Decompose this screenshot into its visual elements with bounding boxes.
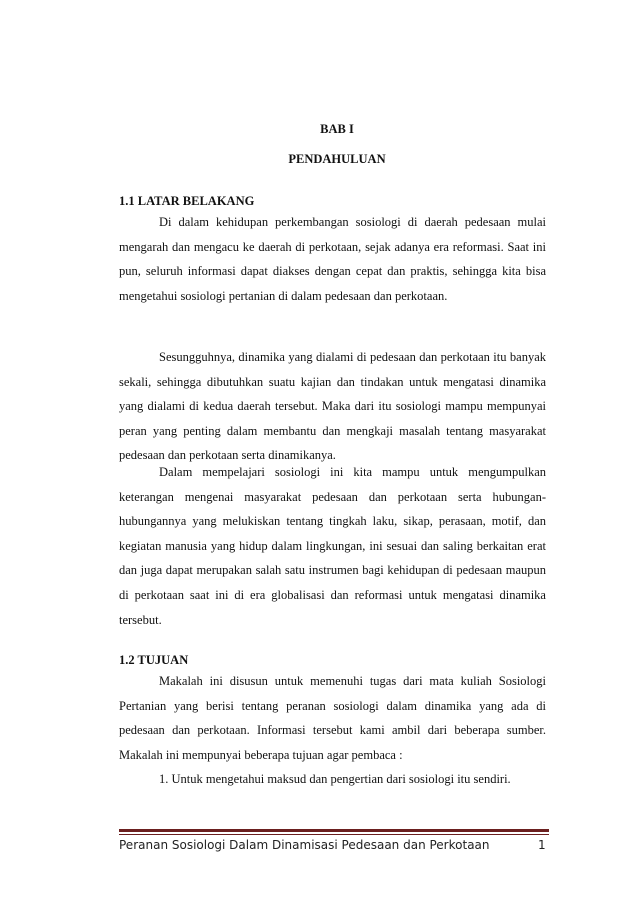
footer-divider [119, 829, 549, 832]
footer-title: Peranan Sosiologi Dalam Dinamisasi Pedesaan dan Perkotaan [119, 838, 490, 852]
paragraph-tujuan: Makalah ini disusun untuk memenuhi tugas dari mata kuliah Sosiologi Pertanian yang berisi tentang peranan sosiologi dalam dinamika yang ada di pedesaan dan perkotaan. Informasi tersebut kami ambil dari beberapa sumber. Makalah ini mempunyai beberapa tujuan agar pembaca : [119, 674, 546, 762]
page-number: 1 [538, 838, 546, 852]
paragraph-latar-belakang-3: Dalam mempelajari sosiologi ini kita mampu untuk mengumpulkan keterangan mengenai masyarakat pedesaan dan perkotaan serta hubungan-hubungannya yang melukiskan tentang tingkah laku, sikap, perasaan, motif, dan kegiatan manusia yang hidup dalam lingkungan, ini sesuai dan saling berkaitan erat dan juga dapat merupakan salah satu instrumen bagi kehidupan di pedesaan maupun di perkotaan saat ini di era globalisasi dan reformasi untuk mengatasi dinamika tersebut. [119, 465, 546, 627]
chapter-title: PENDAHULUAN [288, 152, 386, 166]
section-heading-tujuan: 1.2 TUJUAN [119, 653, 189, 667]
footer-divider-thin [119, 834, 549, 835]
section-heading-latar-belakang: 1.1 LATAR BELAKANG [119, 194, 255, 208]
chapter-number: BAB I [320, 122, 354, 136]
list-item-tujuan-1: 1. Untuk mengetahui maksud dan pengertian dari sosiologi itu sendiri. [159, 772, 511, 786]
paragraph-latar-belakang-1: Di dalam kehidupan perkembangan sosiologi di daerah pedesaan mulai mengarah dan mengacu ke daerah di perkotaan, sejak adanya era reformasi. Saat ini pun, seluruh informasi dapat diakses dengan cepat dan praktis, sehingga kita bisa mengetahui sosiologi pertanian di dalam pedesaan dan perkotaan. [119, 215, 546, 303]
paragraph-latar-belakang-2: Sesungguhnya, dinamika yang dialami di pedesaan dan perkotaan itu banyak sekali, sehingga dibutuhkan suatu kajian dan tindakan untuk mengatasi dinamika yang dialami di kedua daerah tersebut. Maka dari itu sosiologi mampu mempunyai peran yang penting dalam membantu dan mengkaji masalah tentang masyarakat pedesaan dan perkotaan serta dinamikanya. [119, 350, 546, 463]
